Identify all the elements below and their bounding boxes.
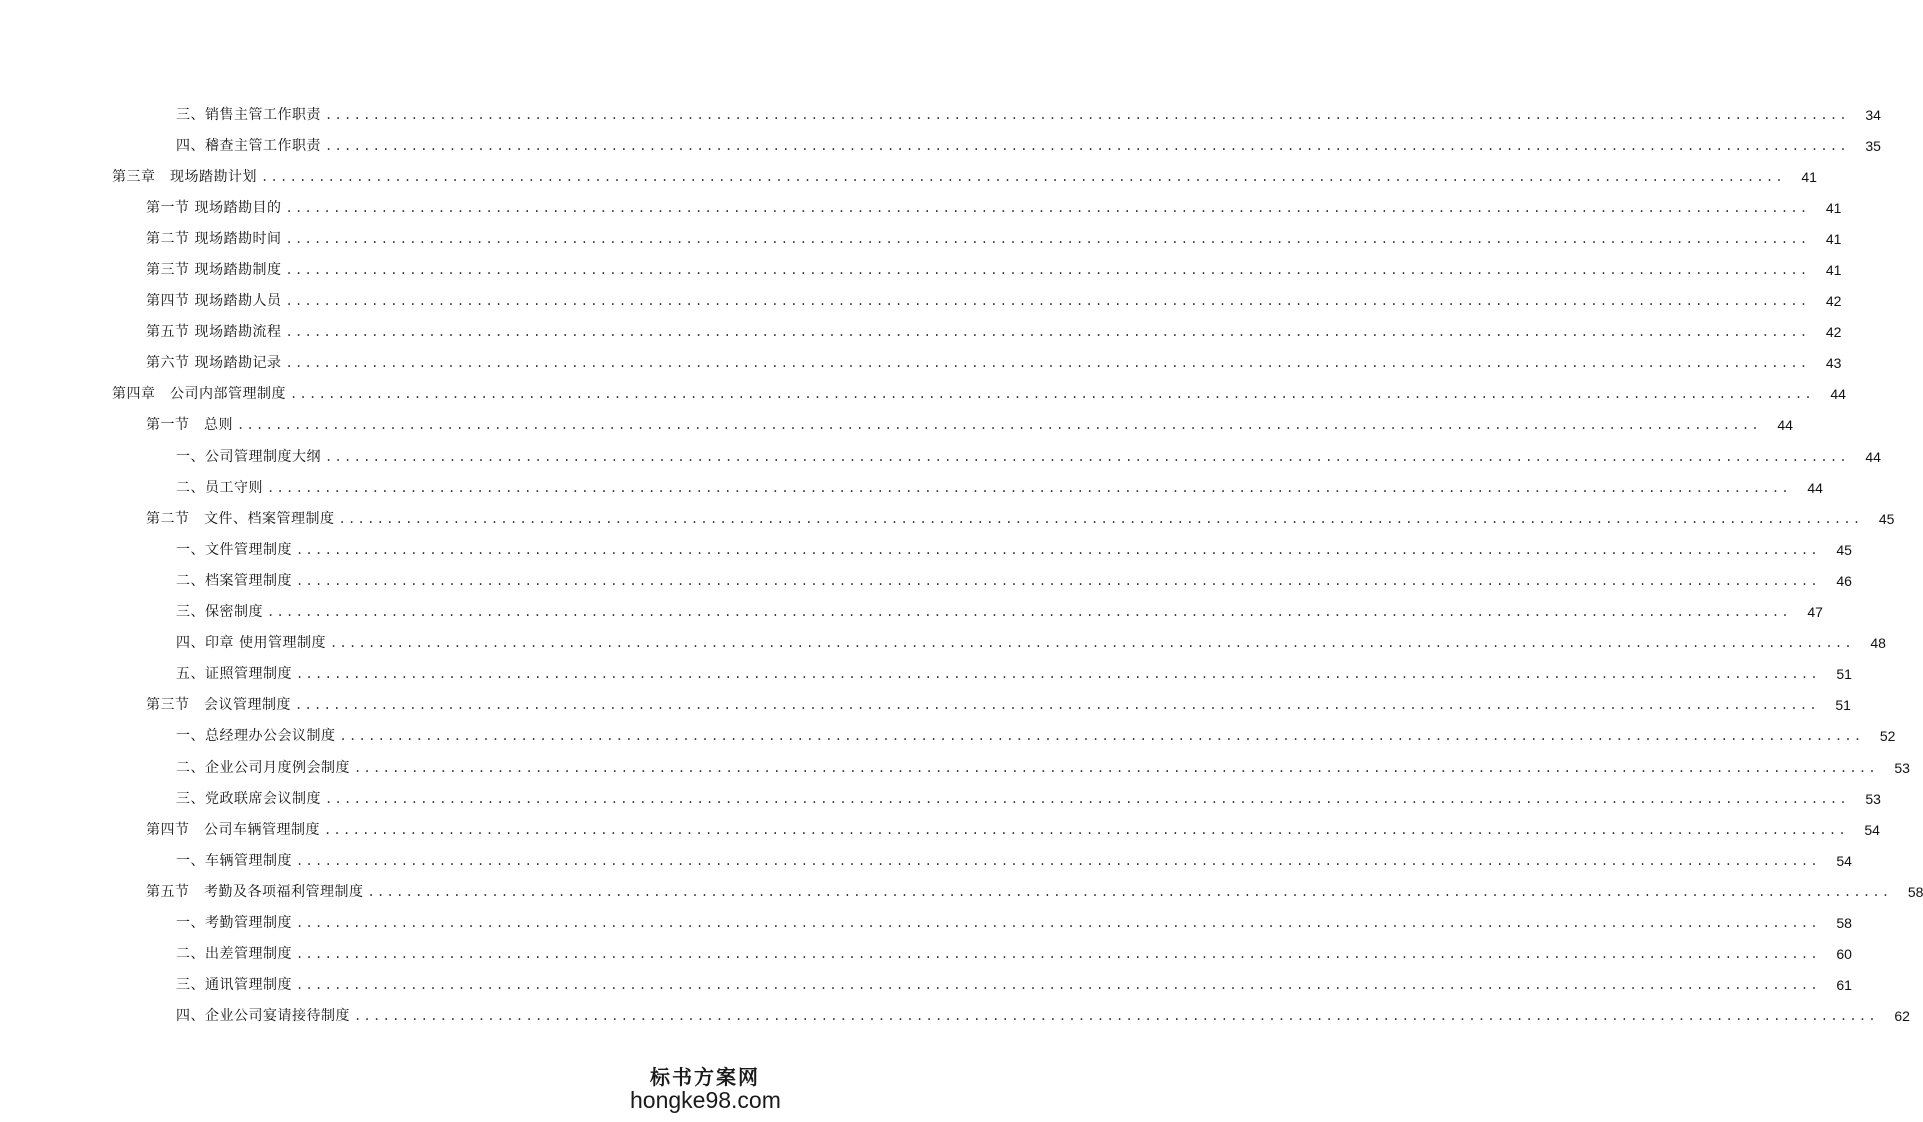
toc-entry-page-number: 45 (1836, 541, 1852, 558)
toc-entry[interactable] (0, 1001, 1910, 1032)
toc-entry[interactable] (0, 721, 1896, 752)
toc-entry-page-number: 41 (1825, 230, 1842, 247)
toc-entry-title: 一、总经理办公会议制度 (176, 728, 336, 745)
toc-entry-title: 三、保密制度 (176, 604, 263, 621)
toc-entry[interactable] (0, 783, 1881, 814)
toc-entry-page-number: 58 (1907, 883, 1923, 900)
toc-entry[interactable] (0, 254, 1842, 285)
toc-entry-title: 二、出差管理制度 (176, 946, 292, 963)
toc-entry[interactable] (0, 192, 1842, 223)
toc-entry-title: 四、企业公司宴请接待制度 (176, 1008, 350, 1025)
toc-dot-leader: ................................................................................................................................................................ (285, 231, 1810, 246)
toc-entry-page-number: 41 (1825, 199, 1842, 216)
toc-entry-title: 第三章 现场踏勘计划 (112, 168, 257, 185)
toc-entry-page-number: 60 (1836, 946, 1852, 963)
toc-entry-title: 第二节 现场踏勘时间 (146, 230, 282, 247)
toc-entry-page-number: 46 (1836, 572, 1852, 589)
toc-entry[interactable] (0, 472, 1823, 503)
toc-dot-leader: ................................................................................................................................................................ (290, 387, 1814, 402)
toc-dot-leader: ................................................................................................................................................................ (339, 729, 1864, 744)
toc-entry-page-number: 44 (1777, 417, 1793, 434)
toc-entry[interactable] (0, 503, 1895, 534)
toc-entry-page-number: 44 (1830, 386, 1846, 403)
toc-entry[interactable] (0, 939, 1852, 970)
toc-entry-title: 第四章 公司内部管理制度 (112, 386, 286, 403)
toc-entry-page-number: 61 (1836, 977, 1852, 994)
toc-entry-page-number: 51 (1836, 666, 1852, 683)
toc-entry-page-number: 45 (1878, 510, 1895, 527)
toc-entry-title: 第三节 会议管理制度 (146, 697, 291, 714)
toc-entry-page-number: 53 (1865, 790, 1881, 807)
toc-entry[interactable] (0, 130, 1881, 161)
toc-entry-page-number: 42 (1825, 293, 1842, 310)
toc-entry-title: 二、企业公司月度例会制度 (176, 759, 350, 776)
toc-entry[interactable] (0, 441, 1881, 472)
toc-dot-leader: ................................................................................................................................................................ (354, 1009, 1878, 1024)
toc-entry-page-number: 48 (1870, 635, 1886, 652)
toc-entry-page-number: 35 (1865, 137, 1881, 154)
toc-entry[interactable] (0, 286, 1842, 317)
toc-dot-leader: ................................................................................................................................................................ (296, 542, 1820, 557)
toc-entry-page-number: 54 (1836, 852, 1852, 869)
toc-dot-leader: ................................................................................................................................................................ (296, 667, 1820, 682)
toc-entry-page-number: 53 (1894, 759, 1910, 776)
toc-entry-title: 一、公司管理制度大纲 (176, 448, 321, 465)
toc-entry-title: 三、销售主管工作职责 (176, 106, 321, 123)
toc-entry[interactable] (0, 597, 1823, 628)
toc-dot-leader: ................................................................................................................................................................ (285, 263, 1810, 278)
toc-entry[interactable] (0, 565, 1852, 596)
toc-dot-leader: ................................................................................................................................................................ (329, 636, 1854, 651)
toc-dot-leader: ................................................................................................................................................................ (296, 915, 1820, 930)
toc-entry-page-number: 41 (1801, 168, 1817, 185)
toc-dot-leader: ................................................................................................................................................................ (285, 325, 1810, 340)
toc-entry[interactable] (0, 628, 1886, 659)
toc-dot-leader: ................................................................................................................................................................ (338, 511, 1863, 526)
watermark-site-name: 标书方案网 (650, 1064, 760, 1089)
toc-entry-page-number: 54 (1864, 821, 1880, 838)
toc-entry[interactable] (0, 845, 1852, 876)
toc-dot-leader: ................................................................................................................................................................ (237, 418, 1761, 433)
toc-entry[interactable] (0, 814, 1880, 845)
toc-dot-leader: ................................................................................................................................................................ (367, 884, 1892, 899)
toc-entry[interactable] (0, 379, 1846, 410)
toc-entry-title: 一、文件管理制度 (176, 541, 292, 558)
toc-dot-leader: ................................................................................................................................................................ (295, 698, 1819, 713)
toc-entry-title: 第五节 现场踏勘流程 (146, 324, 282, 341)
toc-entry-page-number: 44 (1865, 448, 1881, 465)
toc-entry-page-number: 42 (1825, 324, 1842, 341)
toc-entry-title: 二、员工守则 (176, 479, 263, 496)
toc-entry-page-number: 62 (1894, 1008, 1910, 1025)
toc-entry-page-number: 58 (1836, 914, 1852, 931)
toc-entry-page-number: 41 (1825, 262, 1842, 279)
toc-entry-title: 四、稽查主管工作职责 (176, 137, 321, 154)
site-watermark (630, 1066, 780, 1112)
toc-dot-leader: ................................................................................................................................................................ (296, 573, 1820, 588)
toc-entry-title: 三、党政联席会议制度 (176, 790, 321, 807)
toc-entry-title: 第一节 总则 (146, 417, 233, 434)
toc-dot-leader: ................................................................................................................................................................ (261, 169, 1785, 184)
toc-entry[interactable] (0, 410, 1793, 441)
toc-entry-title: 四、印章 使用管理制度 (176, 635, 326, 652)
toc-entry-page-number: 52 (1879, 728, 1896, 745)
toc-dot-leader: ................................................................................................................................................................ (296, 853, 1820, 868)
watermark-url: hongke98.com (630, 1086, 781, 1113)
toc-dot-leader: ................................................................................................................................................................ (354, 760, 1878, 775)
toc-entry[interactable] (0, 970, 1852, 1001)
toc-entry-title: 第四节 公司车辆管理制度 (146, 821, 320, 838)
toc-dot-leader: ................................................................................................................................................................ (296, 947, 1820, 962)
toc-entry[interactable] (0, 161, 1817, 192)
toc-entry[interactable] (0, 348, 1842, 379)
toc-entry-page-number: 51 (1835, 697, 1851, 714)
toc-dot-leader: ................................................................................................................................................................ (267, 605, 1791, 620)
toc-entry[interactable] (0, 690, 1851, 721)
toc-entry-page-number: 44 (1807, 479, 1823, 496)
toc-entry-page-number: 43 (1825, 355, 1842, 372)
toc-entry[interactable] (0, 659, 1852, 690)
toc-dot-leader: ................................................................................................................................................................ (325, 791, 1849, 806)
toc-dot-leader: ................................................................................................................................................................ (325, 138, 1849, 153)
toc-dot-leader: ................................................................................................................................................................ (285, 294, 1810, 309)
table-of-contents (0, 99, 1923, 1032)
toc-dot-leader: ................................................................................................................................................................ (324, 822, 1848, 837)
toc-entry-page-number: 34 (1865, 106, 1881, 123)
toc-dot-leader: ................................................................................................................................................................ (296, 978, 1820, 993)
toc-entry[interactable] (0, 752, 1910, 783)
toc-entry-title: 第一节 现场踏勘目的 (146, 199, 282, 216)
toc-dot-leader: ................................................................................................................................................................ (285, 356, 1810, 371)
toc-entry-title: 第五节 考勤及各项福利管理制度 (146, 883, 364, 900)
toc-entry-title: 五、证照管理制度 (176, 666, 292, 683)
toc-entry[interactable] (0, 317, 1842, 348)
toc-entry-title: 一、车辆管理制度 (176, 852, 292, 869)
toc-entry-title: 第六节 现场踏勘记录 (146, 355, 282, 372)
toc-dot-leader: ................................................................................................................................................................ (267, 480, 1791, 495)
toc-entry[interactable] (0, 876, 1923, 907)
toc-entry-page-number: 47 (1807, 604, 1823, 621)
toc-entry[interactable] (0, 223, 1842, 254)
toc-entry[interactable] (0, 99, 1881, 130)
toc-entry[interactable] (0, 534, 1852, 565)
toc-dot-leader: ................................................................................................................................................................ (325, 107, 1849, 122)
toc-entry-title: 第四节 现场踏勘人员 (146, 293, 282, 310)
toc-dot-leader: ................................................................................................................................................................ (285, 200, 1810, 215)
toc-entry[interactable] (0, 907, 1852, 938)
toc-entry-title: 二、档案管理制度 (176, 572, 292, 589)
toc-entry-title: 第三节 现场踏勘制度 (146, 262, 282, 279)
toc-entry-title: 三、通讯管理制度 (176, 977, 292, 994)
toc-entry-title: 一、考勤管理制度 (176, 914, 292, 931)
toc-entry-title: 第二节 文件、档案管理制度 (146, 510, 335, 527)
toc-dot-leader: ................................................................................................................................................................ (325, 449, 1849, 464)
